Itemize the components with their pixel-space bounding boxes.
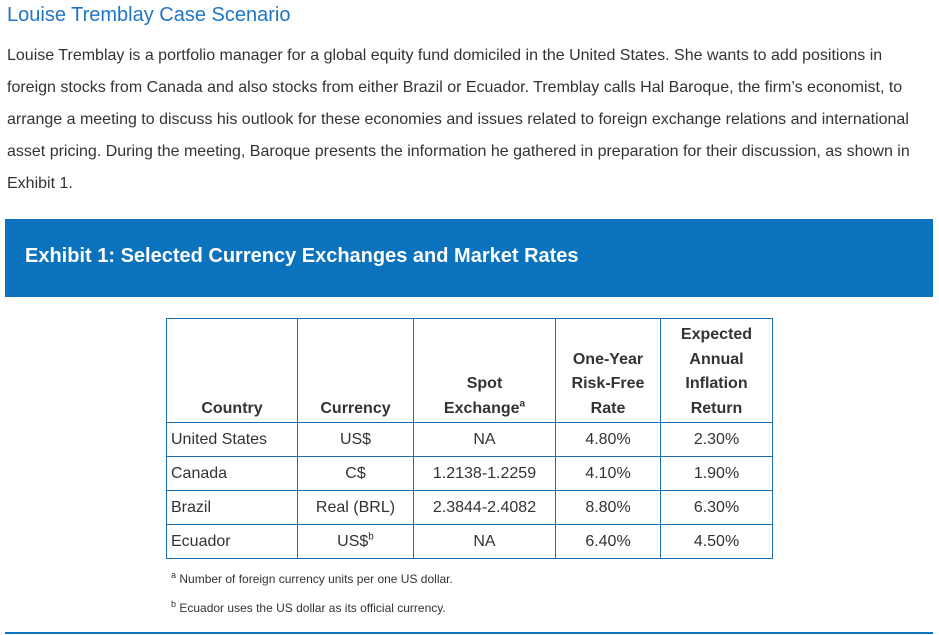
currency-text: US$ [339,430,372,448]
header-inflation-line3: Inflation [685,375,748,392]
footnote-a-text: Number of foreign currency units per one US dollar. [179,572,453,586]
cell-currency [298,423,414,457]
header-spot-exchange [414,319,556,423]
cell-risk-free-rate: 4.10% [556,457,661,491]
cell-risk-free-rate: 4.80% [556,423,661,457]
cell-spot-exchange: 2.3844-2.4082 [414,491,556,525]
currency-text: Real (BRL) [315,498,396,516]
currency-text: US$ [337,532,369,550]
header-riskfree-line1: One-Year [572,350,644,368]
table-header-row [167,319,773,423]
table-row [167,423,773,457]
currency-footnote-marker: b [368,531,374,543]
cell-risk-free-rate: 6.40% [556,525,661,559]
table-row [167,525,773,559]
footnote-b-mark: b [171,599,177,609]
header-inflation-line1: Expected [680,326,753,343]
cell-inflation-return: 2.30% [661,423,773,457]
header-country: Country [167,319,298,423]
cell-spot-exchange: NA [414,423,556,457]
footnote-b-text: Ecuador uses the US dollar as its official currency. [179,601,446,615]
header-inflation-return [661,319,773,423]
header-riskfree-line3: Rate [590,399,626,417]
cell-risk-free-rate: 8.80% [556,491,661,525]
footnote-a-mark: a [171,570,177,580]
cell-country: Canada [167,457,298,491]
header-spot-line1: Spot [466,375,503,392]
header-spot-line2: Exchange [443,399,520,417]
footnote-a [171,572,453,586]
cell-country: Ecuador [167,525,298,559]
cell-country: Brazil [167,491,298,525]
header-risk-free-rate [556,319,661,423]
exchange-rates-table [166,318,773,559]
cell-inflation-return: 1.90% [661,457,773,491]
cell-currency [298,457,414,491]
cell-spot-exchange: 1.2138-1.2259 [414,457,556,491]
table-row [167,491,773,525]
footnote-b [171,601,446,615]
cell-inflation-return: 6.30% [661,491,773,525]
header-riskfree-line2: Risk-Free [571,375,645,392]
header-currency: Currency [298,319,414,423]
intro-paragraph: Louise Tremblay is a portfolio manager for a global equity fund domiciled in the United States. She wants to add positions in foreign stocks from Canada and also stocks from either Brazil or Ecuador. Tremblay calls Hal Baroque, the firm’s economist, to arrange a meeting to discuss his outlook for these economies and issues related to foreign exchange relations and international asset pricing. During the meeting, Baroque presents the information he gathered in preparation for their discussion, as shown in Exhibit 1. [7,47,910,192]
exhibit-banner [5,219,933,297]
table-row [167,457,773,491]
page-title: Louise Tremblay Case Scenario [7,4,291,26]
exhibit-title: Exhibit 1: Selected Currency Exchanges and Market Rates [25,245,579,267]
header-inflation-line4: Return [690,399,743,417]
bottom-divider [5,632,933,634]
cell-currency [298,491,414,525]
cell-spot-exchange: NA [414,525,556,559]
currency-text: C$ [345,464,366,482]
cell-country: United States [167,423,298,457]
cell-inflation-return: 4.50% [661,525,773,559]
footnote-marker-a: a [519,398,526,410]
cell-currency [298,525,414,559]
header-inflation-line2: Annual [689,350,744,368]
